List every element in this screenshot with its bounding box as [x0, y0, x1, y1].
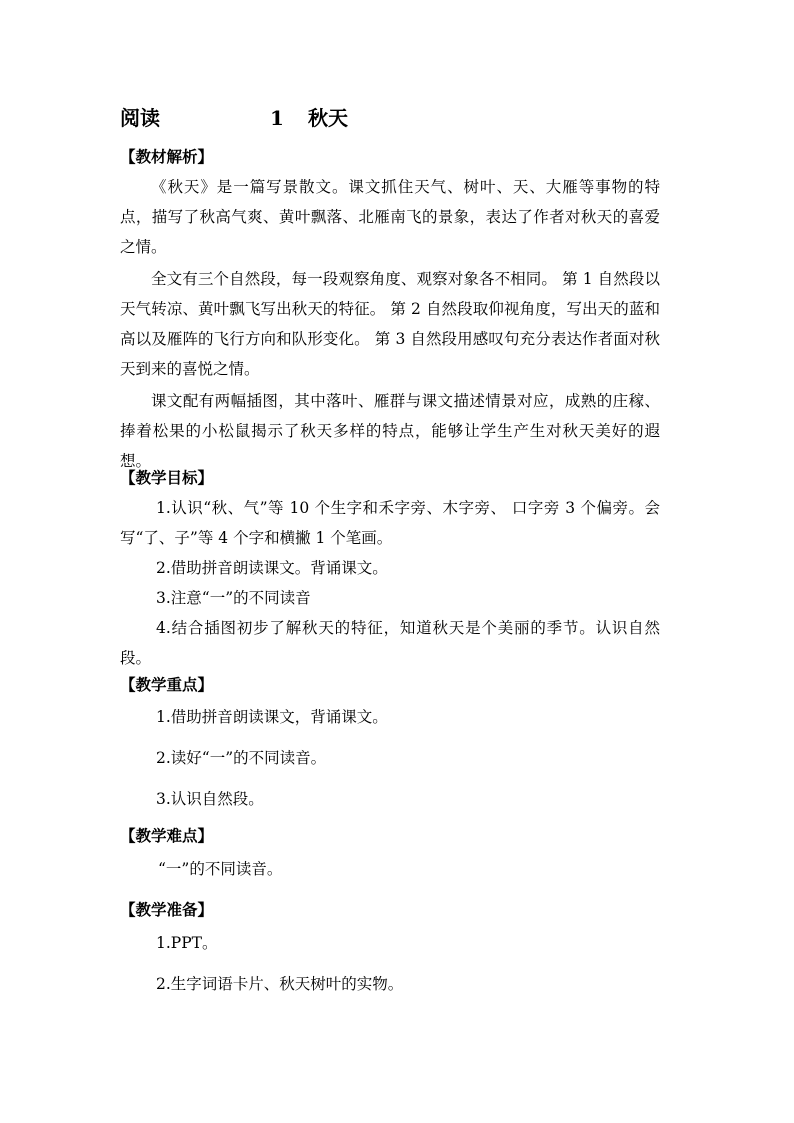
difficulties-heading: 【教学难点】: [120, 826, 214, 845]
key-point-item: 2.读好“一”的不同读音。: [156, 749, 327, 767]
objective-item: 3.注意“一”的不同读音: [156, 589, 311, 607]
analysis-paragraph: 课文配有两幅插图，其中落叶、雁群与课文描述情景对应，成熟的庄稼、捧着松果的小松鼠揭示了秋天多样的特点，能够让学生产生对秋天美好的遐想。: [120, 392, 660, 470]
key-point-item: 3.认识自然段。: [156, 790, 264, 808]
preparation-item: 1.PPT。: [156, 934, 218, 952]
analysis-heading: 【教材解析】: [120, 147, 214, 166]
lesson-name: 秋天: [308, 106, 348, 130]
analysis-section: [120, 142, 660, 476]
difficulty-text: “一”的不同读音。: [158, 860, 283, 878]
difficulties-section: [120, 821, 660, 884]
lesson-number: 1: [270, 106, 284, 130]
objectives-section: [120, 463, 660, 673]
objective-item: 1.认识“秋、气”等 10 个生字和禾字旁、木字旁、 口字旁 3 个偏旁。会写“了、子”等 4 个字和横撇 1 个笔画。: [120, 499, 660, 547]
preparation-item: 2.生字词语卡片、秋天树叶的实物。: [156, 975, 404, 993]
lesson-title: [120, 104, 348, 132]
key-points-heading: 【教学重点】: [120, 675, 214, 694]
objectives-heading: 【教学目标】: [120, 468, 214, 487]
lesson-label: 阅读: [120, 106, 160, 130]
objective-item: 2.借助拼音朗读课文。背诵课文。: [156, 559, 388, 577]
preparation-heading: 【教学准备】: [120, 900, 214, 919]
key-point-item: 1.借助拼音朗读课文，背诵课文。: [156, 708, 388, 726]
key-points-section: [120, 670, 660, 814]
objective-item: 4.结合插图初步了解秋天的特征，知道秋天是个美丽的季节。认识自然段。: [120, 619, 660, 667]
analysis-paragraph: 全文有三个自然段，每一段观察角度、观察对象各不相同。 第 1 自然段以天气转凉、黄叶飘飞写出秋天的特征。 第 2 自然段取仰视角度，写出天的蓝和高以及雁阵的飞行方向和队形变化。 第 3 自然段用感叹句充分表达作者面对秋天到来的喜悦之情。: [120, 270, 660, 378]
analysis-paragraph: 《秋天》是一篇写景散文。课文抓住天气、树叶、天、大雁等事物的特点，描写了秋高气爽、黄叶飘落、北雁南飞的景象，表达了作者对秋天的喜爱之情。: [120, 178, 660, 256]
preparation-section: [120, 895, 660, 999]
